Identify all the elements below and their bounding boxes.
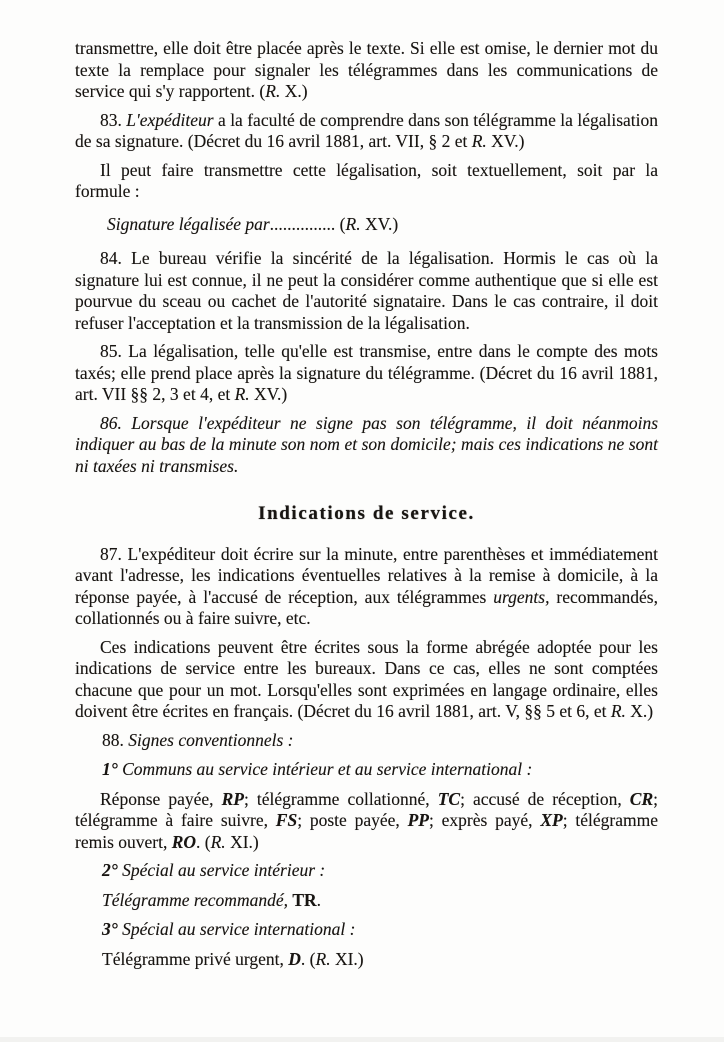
paragraph-article-85 <box>75 341 658 406</box>
text-run: R. <box>265 81 281 101</box>
paragraph-article-83-suite <box>75 160 658 203</box>
formula-signature-legalisee <box>75 214 658 236</box>
text-run: 84. Le bureau vérifie la sincérité de la légalisation. Hormis le cas où la signature lui est connue, il ne peut la considérer comme authentique que si elle est pourvue du sceau ou cachet de l'autorité signataire. Dans le cas contraire, il doit refuser l'acceptation et la transmission de la légalisation. <box>75 248 658 333</box>
text-run: XI.) <box>330 948 364 969</box>
text-run: Spécial au service international : <box>122 919 356 939</box>
text-run: TR <box>292 889 317 910</box>
text-run: TC <box>437 788 461 809</box>
text-run: a la faculté de comprendre dans son télégramme la légalisation de sa signature. (Décret du 16 avril 1881, art. VII, § 2 et <box>75 109 659 151</box>
text-run: transmettre, elle doit être placée après le texte. Si elle est omise, le dernier mot du texte la remplace pour signaler les télégrammes dans les communications de service qui s'y rapportent. ( <box>75 38 658 101</box>
text-run: ; exprès payé, <box>428 810 541 830</box>
text-run: recommandés, collationnés ou à faire suivre, etc. <box>75 586 658 628</box>
paragraph-code-tr <box>75 890 658 912</box>
text-run: . <box>316 889 322 910</box>
text-run: Signature légalisée par <box>107 213 270 234</box>
text-run: Signes conventionnels : <box>128 729 294 750</box>
text-run: 85. La légalisation, telle qu'elle est transmise, entre dans le compte des mots taxés; elle prend place après la signature du télégramme. (Décret du 16 avril 1881, art. VII §§ 2, 3 et 4, et <box>75 341 658 404</box>
text-run: Il peut faire transmettre cette légalisation, soit textuellement, soit par la formule : <box>75 159 658 201</box>
text-run: RO <box>171 831 197 852</box>
text-run: ; télégramme remis ouvert, <box>75 810 658 852</box>
text-run: . ( <box>196 831 211 852</box>
text-run: XV.) <box>486 131 525 151</box>
text-run: L'expéditeur <box>126 109 214 130</box>
text-run: R. <box>345 213 361 234</box>
text-run: . ( <box>300 948 316 969</box>
paragraph-article-88 <box>75 730 658 752</box>
text-run: Télégramme recommandé, <box>102 889 293 910</box>
paragraph-article-87-suite <box>75 637 658 723</box>
text-run: Télégramme privé urgent, <box>102 948 289 969</box>
paragraph-codes-communs <box>75 789 658 854</box>
text-run: 87. L'expéditeur doit écrire sur la minute, entre parenthèses et immédiatement avant l'adresse, les indications éventuelles relatives à la remise à domicile, à la réponse payée, à l'accusé de réception, aux télégrammes <box>75 543 658 607</box>
text-run: 86. Lorsque l'expéditeur ne signe pas son télégramme, il doit néanmoins indiquer au bas de la minute son nom et son domicile; mais ces indications ne sont ni taxées ni transmises. <box>75 412 658 476</box>
text-run: RP <box>221 788 244 809</box>
text-run: 1° <box>102 759 123 779</box>
text-run: Spécial au service intérieur : <box>122 860 326 880</box>
text-run: R. <box>471 131 487 151</box>
paragraph-article-83 <box>75 110 658 153</box>
text-run: XV.) <box>360 213 399 234</box>
text-run: 83. <box>100 109 127 130</box>
text-run: XV.) <box>249 384 288 404</box>
list-item-3-special-international <box>75 919 658 941</box>
text-run: X.) <box>625 701 654 721</box>
text-run: R. <box>210 831 226 852</box>
text-run: Communs au service intérieur et au service international : <box>122 759 533 779</box>
text-run: CR <box>629 788 654 809</box>
paragraph-code-d <box>75 949 658 971</box>
text-run: X.) <box>280 81 308 101</box>
text-run: 3° <box>102 919 123 939</box>
paragraph-82-continuation <box>75 38 658 103</box>
text-run: ; télégramme à faire suivre, <box>75 788 658 830</box>
text-run: urgents, <box>493 586 550 607</box>
text-run: PP <box>407 810 429 830</box>
list-item-2-special-interieur <box>75 860 658 882</box>
text-run: XP <box>540 810 563 830</box>
section-heading-indications-de-service: Indications de service. <box>258 503 475 524</box>
list-item-1-communs <box>75 759 658 781</box>
text-run: 2° <box>102 860 123 880</box>
text-run: XI.) <box>225 831 259 852</box>
text-run: D <box>288 948 301 969</box>
text-run: Réponse payée, <box>100 788 222 809</box>
text-run: 88. <box>102 729 129 750</box>
text-run: R. <box>315 948 331 969</box>
paragraph-article-87 <box>75 544 658 630</box>
text-run: Ces indications peuvent être écrites sous la forme abrégée adoptée pour les indications de service entre les bureaux. Dans ce cas, elles ne sont comptées chacune que pour un mot. Lorsqu'elles sont exprimées en langage ordinaire, elles doivent être écrites en français. (Décret du 16 avril 1881, art. V, §§ 5 et 6, et <box>75 636 658 721</box>
text-run: ............... ( <box>269 213 346 234</box>
text-run: R. <box>610 701 626 721</box>
text-run: FS <box>275 810 298 830</box>
text-run: R. <box>234 384 250 404</box>
text-run: ; poste payée, <box>297 810 408 830</box>
paragraph-article-86 <box>75 413 658 478</box>
paragraph-article-84 <box>75 248 658 334</box>
text-run: ; accusé de réception, <box>460 788 630 809</box>
text-run: ; télégramme collationné, <box>243 788 438 809</box>
